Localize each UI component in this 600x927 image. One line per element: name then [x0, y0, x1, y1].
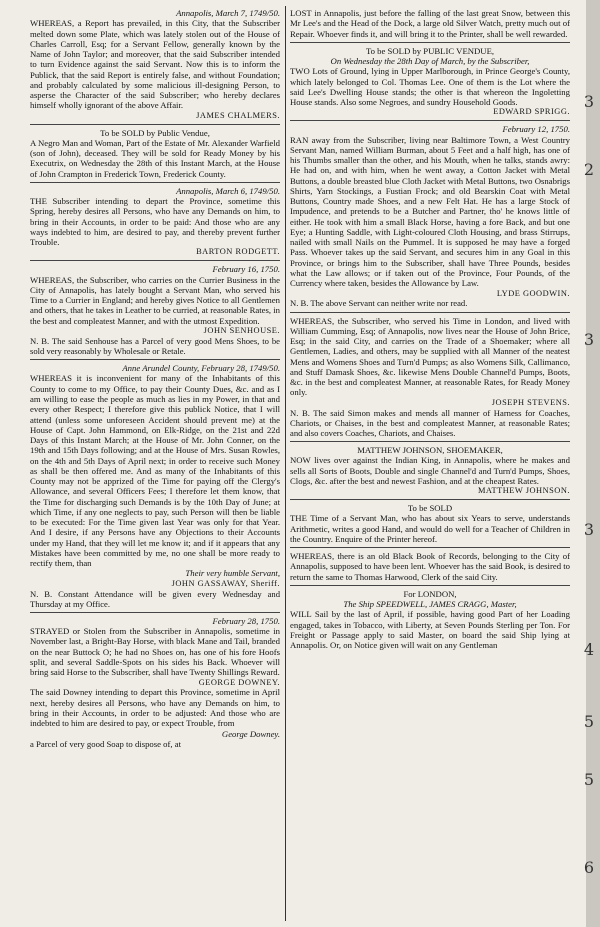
- margin-number: 5: [583, 712, 594, 731]
- margin-number: 3: [583, 92, 594, 111]
- signature: JOHN SENHOUSE.: [203, 325, 280, 335]
- ad-servant-sale: [290, 503, 570, 544]
- divider: [30, 612, 280, 613]
- dateline: Anne Arundel County, February 28, 1749/50.: [122, 363, 280, 374]
- ad-senhouse: [30, 264, 280, 356]
- ad-text: WHEREAS, a Report has prevailed, in this City, that the Subscriber melted down some Plate, which was lately stolen out of the House of Charles Carroll, Esq; for a Servant Fellow, generally known by the Name of John Taylor; and moreover, that the said Subscriber intended to turn Evidence against the said Servant. Now this is to inform the Publick, that the said Report is entirely false, and without Foundation; and probably calculated by some malicious ill-designing Person, to asperse the Character of the said Subscriber; who hereby declares himself wholly ignorant of the above Affair.: [30, 18, 280, 111]
- dateline: Annapolis, March 7, 1749/50.: [176, 8, 280, 18]
- divider: [290, 547, 570, 548]
- column-rule: [285, 6, 286, 921]
- ad-downey-depart: [30, 687, 280, 749]
- dateline: Annapolis, March 6, 1749/50.: [176, 185, 280, 196]
- ad-lost-watch: [290, 8, 570, 39]
- dateline: February 12, 1750.: [502, 124, 570, 135]
- divider: [290, 585, 570, 586]
- signature: MATTHEW JOHNSON.: [477, 486, 570, 496]
- ad-heading: To be SOLD by PUBLIC VENDUE,: [365, 45, 495, 56]
- divider: [290, 120, 570, 121]
- closing: Their very humble Servant,: [185, 568, 280, 579]
- divider: [290, 441, 570, 442]
- ad-warfield-sale: [30, 128, 280, 179]
- ad-rodgett: [30, 186, 280, 258]
- ad-text: STRAYED or Stolen from the Subscriber in Annapolis, sometime in November last, a Bright-Bay Horse, with black Mane and Tail, branded on the near Buttock O; he had no Shoes on, has one of his fore Hoofs split, and several Saddle-Spots on his sides his Back. Whoever will bring said Horse to the Subscriber, shall have Twenty Shillings Reward.: [30, 626, 280, 678]
- ad-text: A Negro Man and Woman, Part of the Estate of Mr. Alexander Warfield (son of John), deceased. They will be sold for Ready Money by his Executrix, on Wednesday the 28th of this Instant March, at the House of John Crampton in Frederick Town, Frederick County.: [30, 137, 280, 179]
- ad-text: WHEREAS, the Subscriber, who served his Time in London, and lived with William Cumming, Esq; of Annapolis, now lives near the House of John Brice, Esq; in the said City, and carries on the Trade of a Shoemaker; where all Gentlemen, Ladies, and others, may be supplied with all Manner of the neatest Mens and Womens Shoes and Turn'd Pumps; as also Womens Silk, Callimanco, and Stuff Damask Shoes, &c. likewise Mens Double Channel'd Pumps, Boots, &c. in the best and compleatest Manner, at reasonable Rates, for Ready Money only.: [290, 315, 570, 398]
- signature: George Downey.: [221, 728, 280, 739]
- ad-chalmers: [30, 8, 280, 121]
- right-column: [290, 8, 570, 919]
- signature: BARTON RODGETT.: [196, 247, 280, 257]
- divider: [30, 260, 280, 261]
- ad-text: The said Downey intending to depart this Province, sometime in April next, hereby desires all Persons, who have any Demands on him, to bring in their Accounts, in order to be adjusted: And those who are indebted to him are desired to pay, or expect Trouble, from: [30, 687, 280, 729]
- ad-heading: MATTHEW JOHNSON, SHOEMAKER,: [357, 445, 503, 456]
- ad-text: THE Subscriber intending to depart the Province, sometime this Spring, hereby desires all Persons, who have any Demands on him, to bring in their Accounts, in order to be paid: And those who are any ways indebted to him, are desired to pay, and thereby prevent further Trouble.: [30, 196, 280, 248]
- ad-text: WILL Sail by the last of April, if possible, having good Part of her Loading engaged, takes in Tobacco, with Liberty, at Seven Pounds Sterling per Ton. For Freight or Passage apply to said Master, on board the said Ship lying at Annapolis. Or, on Notice given will wait on any Gentleman: [290, 609, 570, 651]
- divider: [290, 42, 570, 43]
- nota-bene: N. B. The said Senhouse has a Parcel of very good Mens Shoes, to be sold very reasonably by Wholesale or Retale.: [30, 335, 280, 357]
- nota-bene: N. B. Constant Attendance will be given every Wednesday and Thursday at my Office.: [30, 588, 280, 609]
- ad-gassaway: [30, 363, 280, 609]
- dateline: February 28, 1750.: [212, 615, 280, 626]
- signature: JOSEPH STEVENS.: [491, 397, 570, 407]
- margin-number: 4: [583, 640, 594, 659]
- ad-text: NOW lives over against the Indian King, in Annapolis, where he makes and sells all Sorts of Boots, Double and single Channel'd and Turn'd Pumps, Shoes, Clogs, &c. after the best and newest Fashion, and at the cheapest Rates.: [290, 455, 570, 486]
- signature: LYDE GOODWIN.: [496, 288, 570, 298]
- ad-text: WHEREAS, the Subscriber, who carries on the Currier Business in the City of Annapolis, has lately bought a Servant Man, who served his Time to a Currier in England; and hereby gives Notice to all Gentlemen and others, that he takes in Leather to be curried, at reasonable Rates, in the best and compleatest Manner, and with the utmost Expedition.: [30, 274, 280, 326]
- divider: [30, 359, 280, 360]
- divider: [30, 124, 280, 125]
- margin-number: 3: [583, 330, 594, 349]
- ad-text: LOST in Annapolis, just before the falling of the last great Snow, between this Mr Lee's and the Head of the Dock, a large old Silver Watch, pretty much out of Repair. Whoever finds it, and will bring it to the Printer, shall be well rewarded.: [290, 8, 570, 39]
- ad-runaway: [290, 124, 570, 308]
- ad-heading: To be SOLD: [407, 503, 453, 514]
- left-column: [30, 8, 280, 919]
- ad-text: THE Time of a Servant Man, who has about six Years to serve, understands Arithmetic, writes a good Hand, and would do well for a Teacher of Children in the Country. Enquire of the Printer hereof.: [290, 513, 570, 544]
- margin-number: 2: [583, 160, 594, 179]
- margin-number: 6: [583, 858, 594, 877]
- ad-text: TWO Lots of Ground, lying in Upper Marlborough, in Prince George's County, which lately belonged to Col. Thomas Lee. One of them is the Lot where the said Lee's Dwelling House stands; the other is that whereon the Ingoletting House stands. Also some Negroes, and sundry Household Goods.: [290, 66, 570, 108]
- ad-heading: To be SOLD by Public Vendue,: [100, 127, 210, 138]
- ad-johnson: [290, 445, 570, 496]
- signature: JOHN GASSAWAY, Sheriff.: [171, 578, 280, 588]
- ad-subheading: The Ship SPEEDWELL, JAMES CRAGG, Master,: [343, 599, 517, 610]
- ad-london-ship: [290, 589, 570, 651]
- divider: [30, 182, 280, 183]
- ad-text-tail: a Parcel of very good Soap to dispose of, at: [30, 738, 182, 749]
- ad-text: RAN away from the Subscriber, living near Baltimore Town, a West Country Servant Man, named William Burman, about 5 Feet and a half high, has one of his Thumbs smaller than the other, and his Mouth, when he talks, stands awry: He had on, and with him, when he went away, a Cotton Jacket with Metal Buttons, a double breasted blue Cloth Jacket with Metal Buttons, two Osnabrigs Shirts, Yarn Stockings, a Fustian Frock; and old Bearskin Coat with Metal Buttons, Country made Shoes, and a new Felt Hat. He has a large Stock of Impudence, and pretends to be a Butcher and Partner, tho' he knows little of either. He took with him a small Black Horse, having a fore Back, and but one Eye; a Hunting Saddle, with Light-coloured Cloth Housing, and brass Stirrups, nailed with small Nails on the Pummel. It is supposed he may have a forged Pass. Whoever takes up the said Servant, and secures him in any Goal in this Province, or brings him to the Subscriber, shall have Three Pounds, besides what the Law allows; or if taken out of the Province, Four Pounds, of the Currency where taken, besides the Allowance by Law.: [290, 134, 570, 289]
- signature: GEORGE DOWNEY.: [198, 677, 280, 687]
- signature: JAMES CHALMERS.: [196, 110, 280, 120]
- ad-heading: For LONDON,: [403, 588, 457, 599]
- ad-subheading: On Wednesday the 28th Day of March, by the Subscriber,: [330, 56, 530, 67]
- ad-shoemaker-stevens: [290, 316, 570, 438]
- ad-sprigg-vendue: [290, 46, 570, 118]
- ad-downey-horse: [30, 616, 280, 688]
- margin-number: 3: [583, 520, 594, 539]
- ad-black-book: [290, 551, 570, 582]
- ad-text: WHEREAS it is inconvenient for many of the Inhabitants of this County to come to my Office, to pay their County Dues, &c. and as I am willing to ease the people as much as lies in my Power, in that and every other Respect; I therefore give this publick Notice, that I will attend (unless some unforeseen Accident should prevent me) at the House of Capt. John Hammond, on Elk-Ridge, on the 21st and 22d Days of this Instant March; at the House of Mr. John Conner, on the 19th and 15th Days following; and at the House of Mrs. Susan Rowles, on the 4th and 5th Days of April next; in order to receive such Money as shall be then offered me. And as many of the Inhabitants of this County may not be apprized of the Time for paying off the Clergy's Allowance, and several Officers Fees; I therefore let them know, that the Time for discharging such Demands is by the 10th Day of June; at which Time, if any one neglects to pay, such Person will then be liable to be executed: For the Time given last Year was only for that Year. And I desire, if any Persons have any Objections to their Accounts under my Hand, that they will let me know it; and if it appears that any Mistakes have been committed by me, no one shall be more ready to rectify them, than: [30, 373, 280, 569]
- margin-number: 5: [583, 770, 594, 789]
- ad-text: WHEREAS, there is an old Black Book of Records, belonging to the City of Annapolis, supposed to have been lent. Whoever has the said Book, is desired to return the same to Thomas Harwood, Clerk of the said City.: [290, 551, 570, 582]
- divider: [290, 499, 570, 500]
- dateline: February 16, 1750.: [212, 264, 280, 275]
- nota-bene: N. B. The above Servant can neither write nor read.: [290, 298, 468, 309]
- divider: [290, 312, 570, 313]
- nota-bene: N. B. The said Simon makes and mends all manner of Harness for Coaches, Chariots, or Chaises, in the best and compleatest Manner, at reasonable Rates; and also covers Coaches, Chariots, and Chaises.: [290, 407, 570, 438]
- signature: EDWARD SPRIGG.: [493, 107, 570, 117]
